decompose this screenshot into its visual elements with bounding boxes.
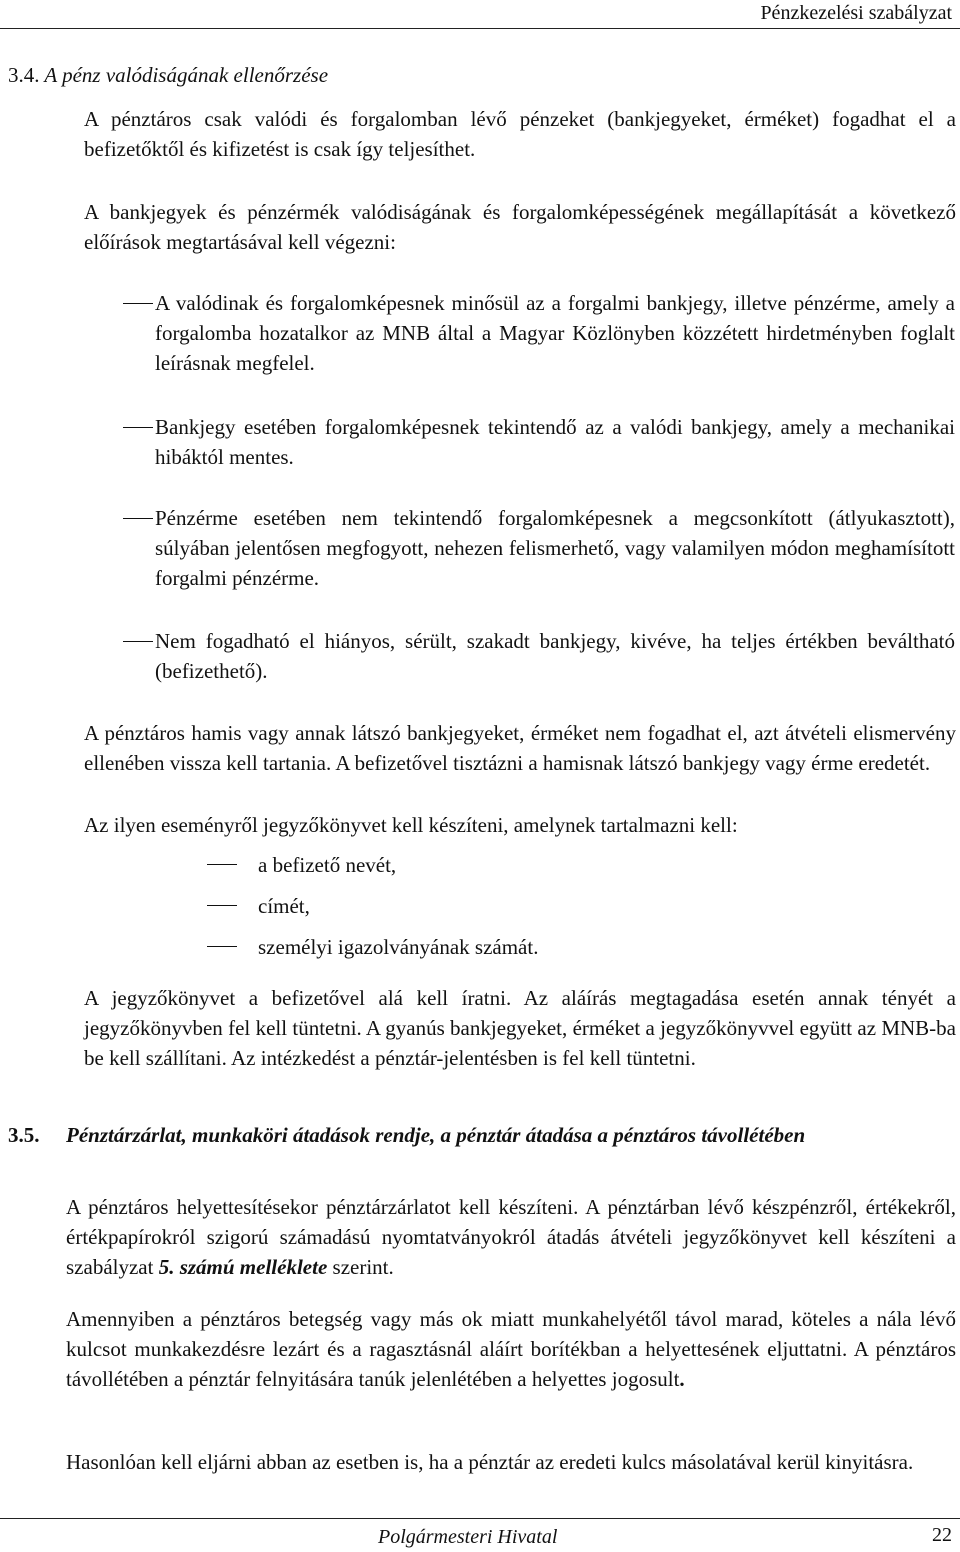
section-number: 3.4. (8, 63, 40, 87)
list-item: A valódinak és forgalomképesnek minősül az a forgalmi bankjegy, illetve pénzérme, amely a forgalomba hozatalkor az MNB által a Magyar Közlönyben közzétett hirdetményben foglalt leírásnak megfelel. (155, 291, 955, 375)
list-item: címét, (258, 894, 310, 918)
section-3-5-heading: Pénztárzárlat, munkaköri átadások rendje, a pénztár átadása a pénztáros távollétében (66, 1123, 806, 1147)
text-run: szerint. (327, 1255, 394, 1279)
dash-bullet-icon (123, 427, 153, 428)
paragraph: A jegyzőkönyvet a befizetővel alá kell íratni. Az aláírás megtagadása esetén annak tényét a jegyzőkönyvben fel kell tüntetni. A gyanús bankjegyeket, érméket a jegyzőkönyvvel együtt az MNB-ba be kell szállítani. Az intézkedést a pénztár-jelentésben is fel kell tüntetni. (84, 986, 956, 1070)
section-3-4-heading (8, 60, 328, 90)
paragraph: A pénztáros csak valódi és forgalomban lévő pénzeket (bankjegyeket, érméket) fogadhat el a befizetőktől és kifizetést is csak így teljesíthet. (84, 107, 956, 161)
paragraph (66, 1304, 956, 1394)
paragraph: Az ilyen eseményről jegyzőkönyvet kell készíteni, amelynek tartalmazni kell: (84, 813, 738, 837)
section-title: A pénz valódiságának ellenőrzése (44, 63, 329, 87)
text-run: A pénztáros helyettesítésekor pénztárzárlatot kell készíteni. A pénztárban lévő készpénzről, értékekről, értékpapírokról szigorú számadású nyomtatványokról átadás átvételi jegyzőkönyvet kell készíteni a szabályzat (66, 1195, 956, 1279)
list-item: Nem fogadható el hiányos, sérült, szakadt bankjegy, kivéve, ha teljes értékben beváltható (befizethető). (155, 629, 955, 683)
dash-bullet-icon (123, 303, 153, 304)
dash-bullet-icon (207, 905, 237, 906)
dash-bullet-icon (123, 641, 153, 642)
footer-organization: Polgármesteri Hivatal (378, 1526, 558, 1548)
list-item: Pénzérme esetében nem tekintendő forgalomképesnek a megcsonkított (átlyukasztott), súlyában jelentősen megfogyott, nehezen felismerhető, vagy valamilyen módon meghamísított forgalmi pénzérme. (155, 506, 955, 590)
list-item: személyi igazolványának számát. (258, 935, 539, 959)
list-item: a befizető nevét, (258, 853, 397, 877)
dash-bullet-icon (207, 946, 237, 947)
paragraph (66, 1192, 956, 1282)
paragraph: A pénztáros hamis vagy annak látszó bankjegyeket, érméket nem fogadhat el, azt átvételi elismervény ellenében vissza kell tartania. A befizetővel tisztázni a hamisnak látszó bankjegy vagy érme eredetét. (84, 721, 956, 775)
page-number: 22 (932, 1524, 952, 1546)
footer-divider (0, 1518, 960, 1519)
dash-bullet-icon (123, 518, 153, 519)
paragraph: Hasonlóan kell eljárni abban az esetben is, ha a pénztár az eredeti kulcs másolatával kerül kinyitásra. (66, 1450, 914, 1474)
list-item: Bankjegy esetében forgalomképesnek tekintendő az a valódi bankjegy, amely a mechanikai hibáktól mentes. (155, 415, 955, 469)
text-run: Amennyiben a pénztáros betegség vagy más ok miatt munkahelyétől távol marad, köteles a nála lévő kulcsot munkakezdésre lezárt és a ragasztásnál aláírt borítékban a helyettesének eljuttatni. A pénztáros távollétében a pénztár felnyitására tanúk jelenlétében a helyettes jogosult (66, 1307, 956, 1391)
page-header (0, 0, 960, 29)
paragraph: A bankjegyek és pénzérmék valódiságának és forgalomképességének megállapítását a következő előírások megtartásával kell végezni: (84, 200, 956, 254)
document-title: Pénzkezelési szabályzat (760, 2, 952, 24)
text-run: . (679, 1367, 685, 1391)
dash-bullet-icon (207, 864, 237, 865)
appendix-reference: 5. számú melléklete (158, 1255, 328, 1279)
section-number: 3.5. (8, 1123, 40, 1147)
